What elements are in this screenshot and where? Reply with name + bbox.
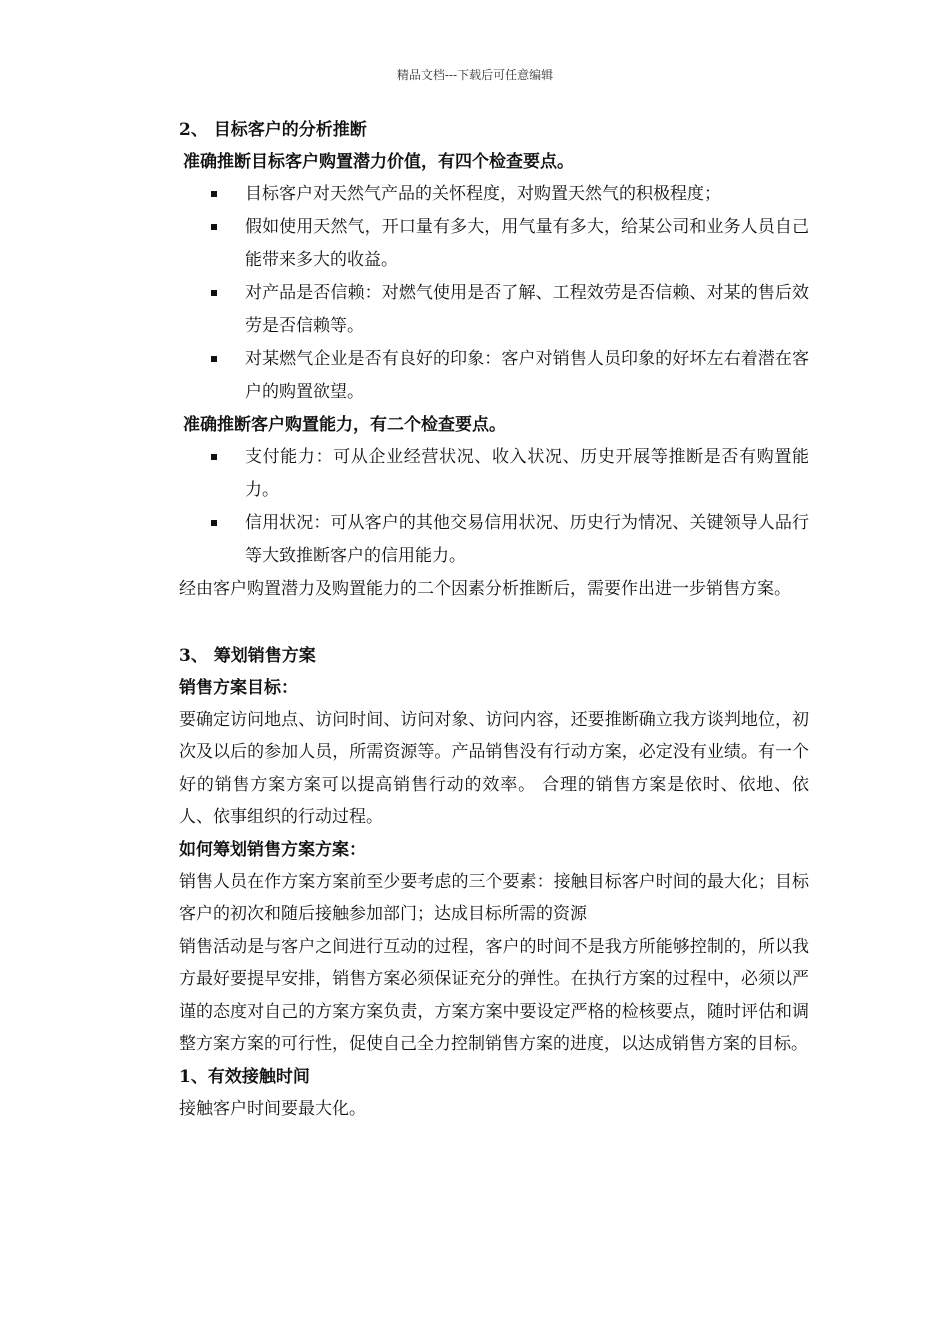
section-2-subheading-1: 准确推断目标客户购置潜力价值，有四个检查要点。 (183, 152, 574, 172)
how-to-plan-text-2: 销售活动是与客户之间进行互动的过程，客户的时间不是我方所能够控制的，所以我方最好要提早安排，销售方案必须保证充分的弹性。在执行方案的过程中，必须以严谨的态度对自己的方案方案负责，方案方案中要设定严格的检核要点，随时评估和调整方案方案的可行性，促使自己全力控制销售方案的进度，以达成销售方案的目标。 (179, 936, 809, 1054)
sales-plan-goal-heading: 销售方案目标： (179, 677, 298, 698)
square-bullet-icon (211, 191, 217, 197)
list-item (179, 211, 809, 277)
list-item (179, 441, 809, 507)
page-header: 精品文档---下载后可任意编辑 (396, 68, 554, 82)
list-item (179, 178, 809, 211)
how-to-plan-heading: 如何筹划销售方案方案： (179, 839, 366, 860)
square-bullet-icon (211, 356, 217, 362)
section-2-subheading-2: 准确推断客户购置能力，有二个检查要点。 (183, 415, 506, 435)
square-bullet-icon (211, 224, 217, 230)
how-to-plan-text-1: 销售人员在作方案方案前至少要考虑的三个要素：接触目标客户时间的最大化；目标客户的初次和随后接触参加部门；达成目标所需的资源 (179, 871, 809, 924)
section-2-conclusion: 经由客户购置潜力及购置能力的二个因素分析推断后，需要作出进一步销售方案。 (179, 579, 791, 599)
checkpoint-list-1 (179, 178, 809, 409)
list-item-text: 目标客户对天然气产品的关怀程度，对购置天然气的积极程度； (245, 184, 721, 204)
square-bullet-icon (211, 520, 217, 526)
effective-contact-time-text: 接触客户时间要最大化。 (179, 1098, 366, 1119)
list-item-text: 对某燃气企业是否有良好的印象：客户对销售人员印象的好坏左右着潜在客户的购置欲望。 (245, 349, 809, 402)
list-item (179, 507, 809, 573)
list-item (179, 343, 809, 409)
list-item-text: 支付能力：可从企业经营状况、收入状况、历史开展等推断是否有购置能力。 (245, 447, 809, 500)
list-item-text: 信用状况：可从客户的其他交易信用状况、历史行为情况、关键领导人品行等大致推断客户的信用能力。 (245, 513, 809, 566)
sales-plan-goal-text: 要确定访问地点、访问时间、访问对象、访问内容，还要推断确立我方谈判地位，初次及以后的参加人员，所需资源等。产品销售没有行动方案，必定没有业绩。有一个好的销售方案方案可以提高销售行动的效率。 合理的销售方案是依时、依地、依人、依事组织的行动过程。 (179, 709, 809, 827)
effective-contact-time-heading: 1、有效接触时间 (179, 1066, 310, 1087)
spacer (179, 606, 809, 640)
section-3-title: 3、 筹划销售方案 (179, 645, 316, 666)
section-2-title: 2、 目标客户的分析推断 (179, 120, 367, 140)
list-item (179, 277, 809, 343)
square-bullet-icon (211, 454, 217, 460)
square-bullet-icon (211, 290, 217, 296)
list-item-text: 假如使用天然气，开口量有多大，用气量有多大，给某公司和业务人员自己能带来多大的收益。 (245, 217, 809, 270)
list-item-text: 对产品是否信赖：对燃气使用是否了解、工程效劳是否信赖、对某的售后效劳是否信赖等。 (245, 283, 809, 336)
checkpoint-list-2 (179, 441, 809, 573)
document-body (179, 114, 809, 1125)
